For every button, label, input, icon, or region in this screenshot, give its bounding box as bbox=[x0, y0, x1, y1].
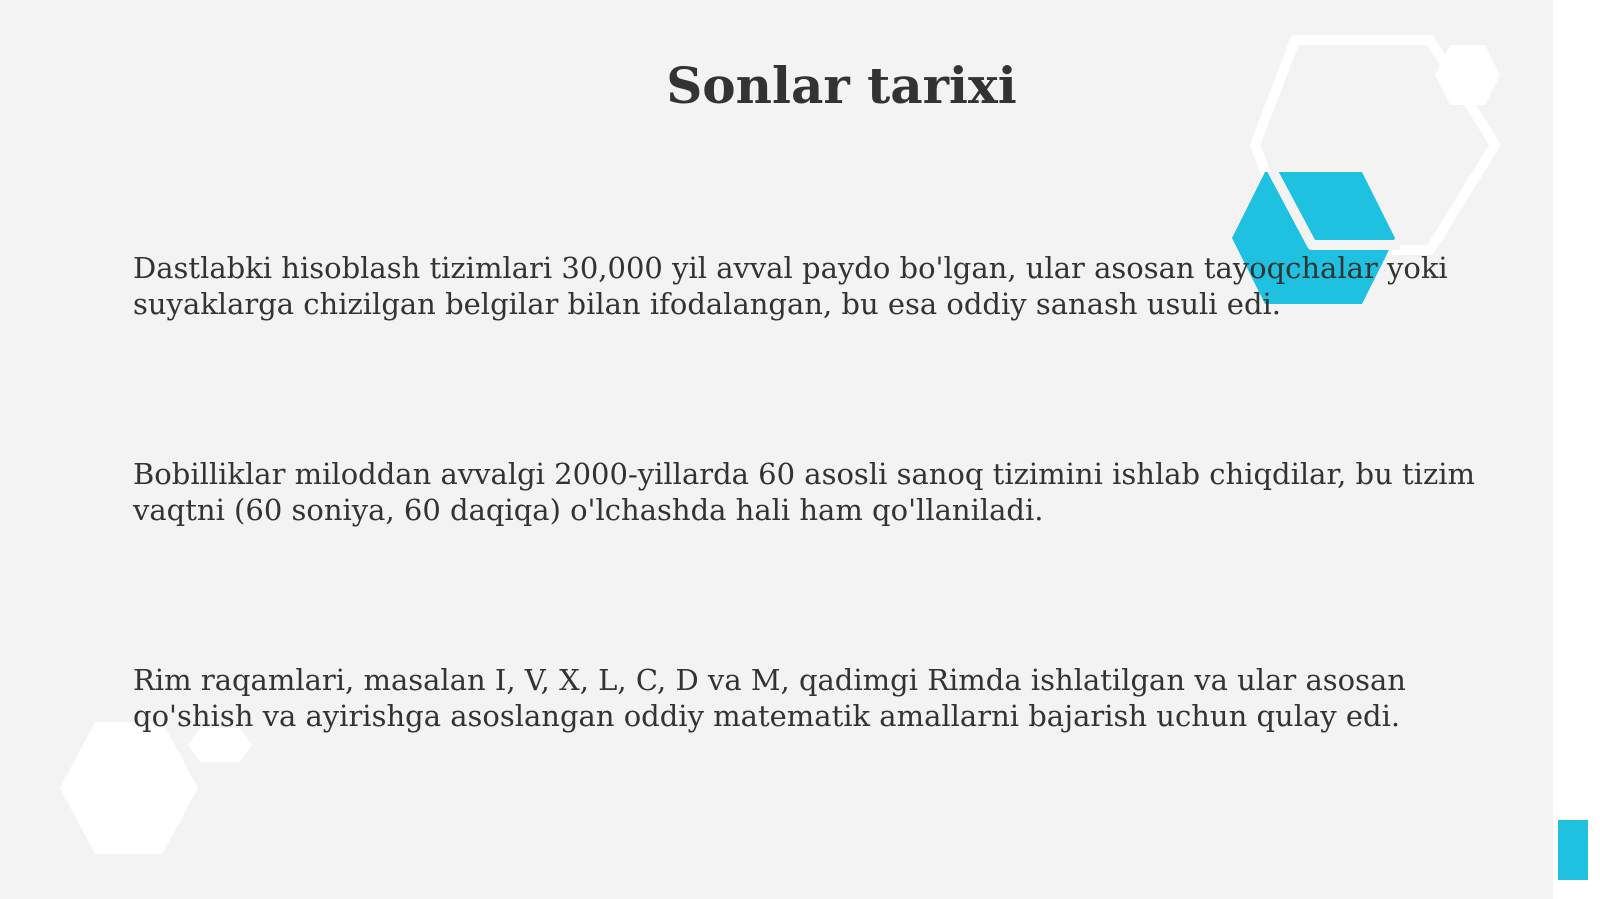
slide-title: Sonlar tarixi bbox=[666, 56, 1017, 115]
hexagon-bottom-left-shape bbox=[60, 722, 198, 854]
accent-tab bbox=[1558, 820, 1588, 880]
paragraph-babylonian: Bobilliklar miloddan avvalgi 2000-yillarda 60 asosli sanoq tizimini ishlab chiqdilar, bu tizim vaqtni (60 soniya, 60 daqiqa) o'lchashda hali ham qo'llaniladi. bbox=[133, 457, 1476, 527]
right-margin-bar bbox=[1553, 0, 1600, 899]
paragraph-roman: Rim raqamlari, masalan I, V, X, L, C, D va M, qadimgi Rimda ishlatilgan va ular asosan qo'shish va ayirishga asoslangan oddiy matematik amallarni bajarish uchun qulay edi. bbox=[133, 663, 1406, 733]
paragraph-counting: Dastlabki hisoblash tizimlari 30,000 yil avval paydo bo'lgan, ular asosan tayoqchalar yoki suyaklarga chizilgan belgilar bilan ifodalangan, bu esa oddiy sanash usuli edi. bbox=[133, 251, 1448, 321]
